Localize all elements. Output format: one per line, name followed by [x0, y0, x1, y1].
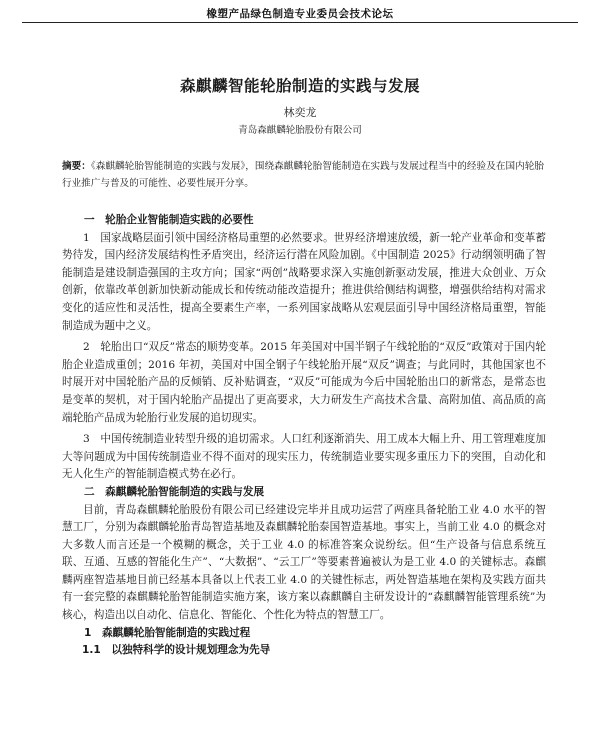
abstract-text: 《森麒麟轮胎智能制造的实践与发展》，围绕森麒麟轮胎智能制造在实践与发展过程当中的经验及在国内轮胎行业推广与普及的可能性、必要性展开分享。: [62, 161, 544, 189]
abstract: [62, 158, 544, 192]
abstract-label: 摘要：: [62, 161, 91, 172]
paper-title: 森麒麟智能轮胎制造的实践与发展: [179, 77, 420, 95]
author-affiliation: 青岛森麒麟轮胎股份有限公司: [238, 125, 362, 136]
header-rule: [22, 22, 578, 23]
section-1-paragraph-1: 1 国家战略层面引领中国经济格局重塑的必然要求。世界经济增速放缓，新一轮产业革命和变革蓄势待发，国内经济发展结构性矛盾突出，经济运行潜在风险加剧。《中国制造 2025》行动纲领明确了智能制造是建设制造强国的主攻方向；国家“两创”战略要求深入实施创新驱动发展，推进大众创业、万众创新，依靠改革创新加快新动能成长和传统动能改造提升；推进供给侧结构调整，增强供给结构对需求变化的适应性和灵活性，提高全要素生产率，一系列国家战略从宏观层面引导中国经济格局重塑，智能制造成为题中之义。: [62, 231, 546, 332]
author-name: 林奕龙: [283, 106, 317, 119]
subsection-1-1-heading: 1.1 以独特科学的设计规划理念为先导: [82, 644, 271, 657]
subsection-1-heading: 1 森麒麟轮胎智能制造的实践过程: [84, 626, 251, 639]
section-2-paragraph-1: 目前，青岛森麒麟轮胎股份有限公司已经建设完毕并且成功运营了两座具备轮胎工业 4.0 水平的智慧工厂，分别为森麒麟轮胎青岛智造基地及森麒麟轮胎泰国智造基地。事实上，当前工业 4.0 的概念对大多数人而言还是一个模糊的概念，关于工业 4.0 的标准答案众说纷纭。但“生产设备与信息系统互联、互通、互感的智能化生产”、“大数据”、“云工厂”等要素普遍被认为是工业 4.0 的关键标志。森麒麟两座智造基地目前已经基本具备以上代表工业 4.0 的关键性标志，两处智造基地在架构及实践方面共有一套完整的森麒麟轮胎智能制造实施方案，该方案以森麒麟自主研发设计的“森麒麟智能管理系统”为核心，构造出以自动化、信息化、智能化、个性化为特点的智慧工厂。: [62, 503, 546, 622]
section-1-paragraph-2: 2 轮胎出口“双反”常态的顺势变革。2015 年美国对中国半钢子午线轮胎的“双反”政策对于国内轮胎企业造成重创；2016 年初，美国对中国全钢子午线轮胎开展“双反”调查；与此同时，其他国家也不时展开对中国轮胎产品的反倾销、反补贴调查，“双反”可能成为今后中国轮胎出口的新常态，是常态也是变革的契机，对于国内轮胎产品提出了更高要求，大力研发生产高技术含量、高附加值、高品质的高端轮胎产品成为轮胎行业发展的追切现实。: [62, 341, 546, 424]
body-text: [62, 212, 546, 660]
section-1-heading: 一 轮胎企业智能制造实践的必要性: [84, 214, 254, 226]
section-2-heading: 二 森麒麟轮胎智能制造的实践与发展: [84, 485, 265, 498]
section-1-paragraph-3: 3 中国传统制造业转型升级的追切需求。人口红利逐渐消失、用工成本大幅上升、用工管理难度加大等问题成为中国传统制造业不得不面对的现实压力，传统制造业要实现多重压力下的突围，自动化和无人化生产的智能制造模式势在必行。: [62, 433, 546, 481]
running-header: 橡塑产品绿色制造专业委员会技术论坛: [206, 8, 394, 20]
